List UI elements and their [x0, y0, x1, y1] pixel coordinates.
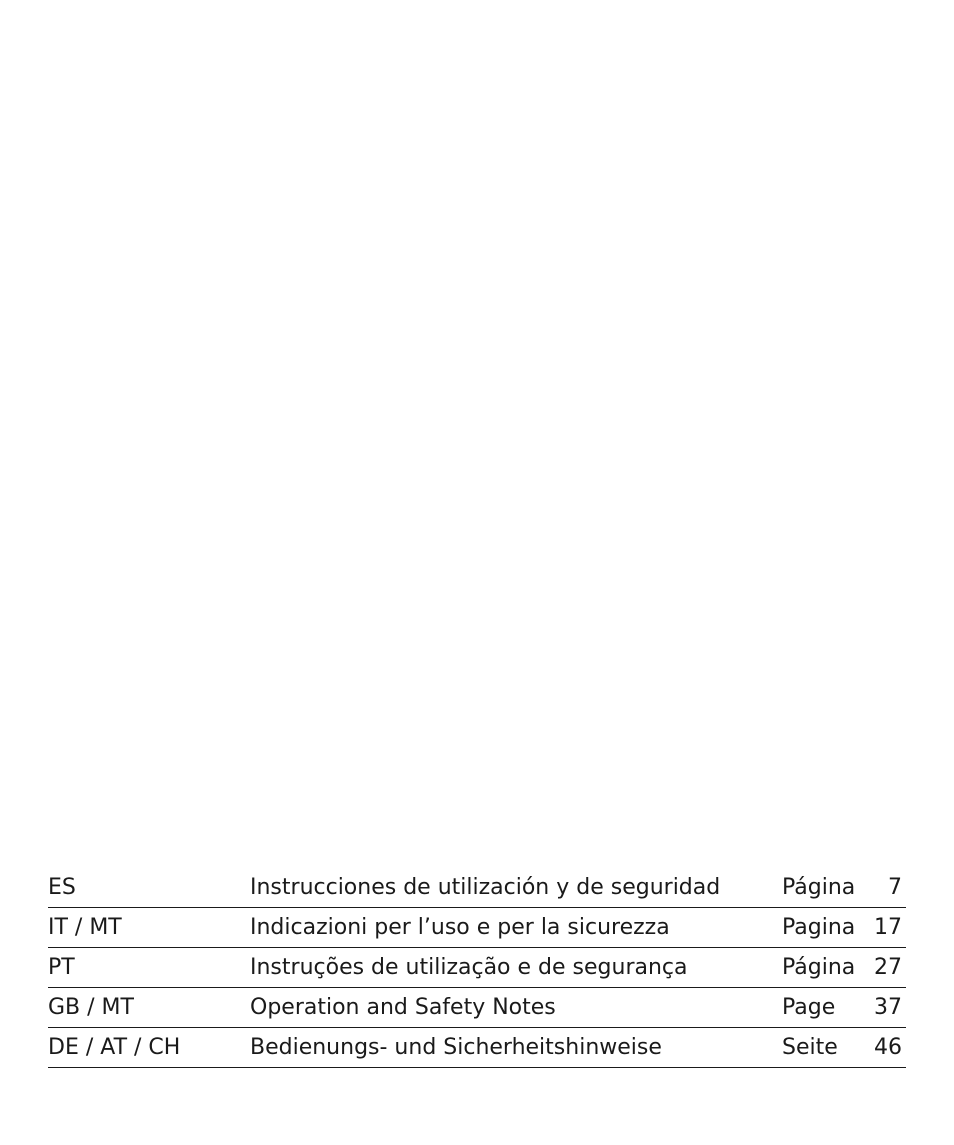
toc-language: DE / AT / CH [48, 1035, 181, 1060]
toc-page-label: Seite [782, 1035, 838, 1060]
toc-title: Operation and Safety Notes [250, 995, 556, 1020]
toc-title: Instrucciones de utilización y de seguridad [250, 875, 721, 900]
toc-page-number: 46 [874, 1035, 902, 1060]
toc-page-label: Page [782, 995, 836, 1020]
toc-title: Indicazioni per l’uso e per la sicurezza [250, 915, 670, 940]
table-of-contents [48, 868, 906, 1068]
toc-page-number: 7 [888, 875, 902, 900]
toc-page-label: Página [782, 875, 856, 900]
toc-page-number: 17 [874, 915, 902, 940]
toc-title: Bedienungs- und Sicherheitshinweise [250, 1035, 662, 1060]
toc-title: Instruções de utilização e de segurança [250, 955, 688, 980]
toc-language: PT [48, 955, 75, 980]
toc-language: IT / MT [48, 915, 122, 940]
toc-row-gb-mt[interactable] [48, 988, 906, 1028]
toc-page-label: Página [782, 955, 856, 980]
toc-page-number: 27 [874, 955, 902, 980]
toc-page-label: Pagina [782, 915, 856, 940]
toc-row-de-at-ch[interactable] [48, 1028, 906, 1068]
toc-row-es[interactable] [48, 868, 906, 908]
toc-language: GB / MT [48, 995, 134, 1020]
toc-language: ES [48, 875, 76, 900]
toc-row-pt[interactable] [48, 948, 906, 988]
toc-row-it-mt[interactable] [48, 908, 906, 948]
toc-page-number: 37 [874, 995, 902, 1020]
